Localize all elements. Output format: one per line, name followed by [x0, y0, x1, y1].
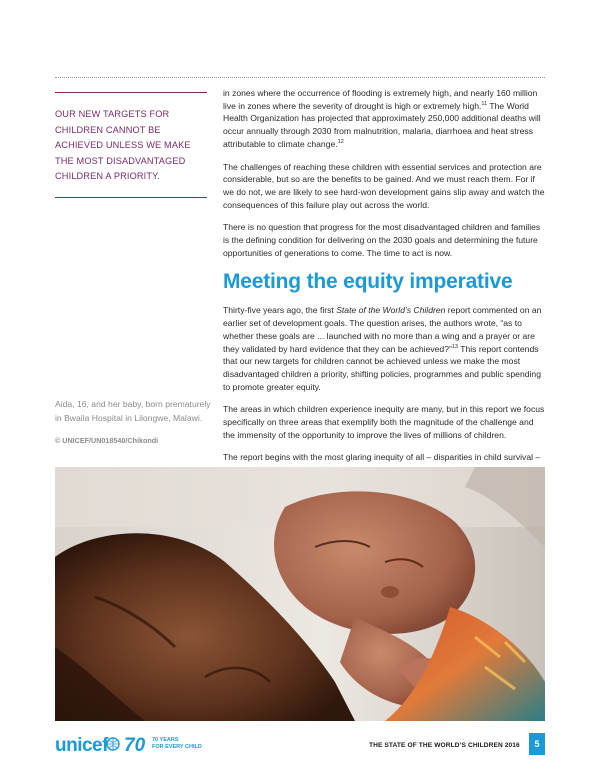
photo-credit: © UNICEF/UN018540/Chikondi — [55, 436, 159, 445]
pull-quote — [55, 92, 207, 198]
paragraph-history-part1: Thirty-five years ago, the first — [223, 305, 337, 316]
tagline-line2: FOR EVERY CHILD — [152, 744, 202, 750]
paragraph-areas: The areas in which children experience inequity are many, but in this report we focus specifically on three areas that exemplify both the magnitude of the challenge and the immensity of the opportunity to improve the lives of millions of children. — [223, 404, 545, 440]
tagline-line1: 70 YEARS — [152, 737, 179, 743]
paragraph-climate-part1: in zones where the occurrence of flooding is extremely high, and nearly 160 million live in zones where the severity of drought is high or extremely high. — [223, 88, 538, 111]
main-text-column — [223, 87, 546, 487]
paragraph-report-begins: The report begins with the most glaring inequity of all – disparities in child survival – — [223, 452, 541, 463]
footnote-ref: 13 — [451, 343, 458, 350]
unicef-logo: unicef — [55, 735, 108, 756]
unicef-globe-icon — [106, 737, 120, 751]
seventy-years-tagline — [152, 737, 202, 751]
footnote-ref: 12 — [337, 138, 344, 145]
seventy-years-number: 70 — [124, 735, 146, 755]
seventy-years-emblem — [123, 733, 151, 755]
top-dotted-divider — [55, 77, 545, 78]
photo-caption — [55, 398, 215, 448]
mother-baby-photo — [55, 467, 545, 721]
paragraph-challenges: The challenges of reaching these children with essential services and protection are considerable, but so are the benefits to be gained. And we must reach them. For if we do not, we are likely to see hard-won development gains slip away and watch the consequences of this failure play out across the world. — [223, 161, 545, 210]
photo-illustration — [55, 467, 545, 721]
pull-quote-text: OUR NEW TARGETS FOR CHILDREN CANNOT BE ACHIEVED UNLESS WE MAKE THE MOST DISADVANTAGED CHILDREN A PRIORITY. — [55, 109, 191, 181]
paragraph-history-part2: report commented on an earlier set of development goals. The question arises, the authors wrote, “as to whether these goals are ... launched with no more than a wing and a prayer or are they validated by hard evidence that they can be achieved?” — [223, 305, 542, 354]
page-number: 5 — [529, 733, 545, 755]
paragraph-climate — [223, 87, 546, 151]
pull-quote-top-rule — [55, 92, 207, 93]
pull-quote-bottom-rule — [55, 197, 207, 198]
section-heading: Meeting the equity imperative — [223, 270, 513, 294]
paragraph-history — [223, 304, 546, 393]
report-title: THE STATE OF THE WORLD’S CHILDREN 2016 — [369, 742, 520, 749]
report-title-italic: State of the World’s Children — [336, 305, 446, 316]
caption-text: Aida, 16, and her baby, born prematurely in Bwaila Hospital in Lilongwe, Malawi. — [55, 399, 211, 423]
paragraph-history-part3: This report contends that our new targets for children cannot be achieved unless we make the most disadvantaged children a priority, shifting policies, programmes and public spending to promote greater equity. — [223, 343, 541, 392]
paragraph-progress: There is no question that progress for the most disadvantaged children and families is the defining condition for delivering on the 2030 goals and determining the future opportunities of generations to come. The time to act is now. — [223, 222, 541, 258]
footnote-ref: 11 — [481, 100, 488, 107]
paragraph-climate-part2: The World Health Organization has projected that approximately 250,000 additional deaths will occur annually through 2030 from malnutrition, malaria, diarrhoea and heat stress attributable to climate change. — [223, 100, 541, 149]
page-footer — [55, 733, 545, 757]
